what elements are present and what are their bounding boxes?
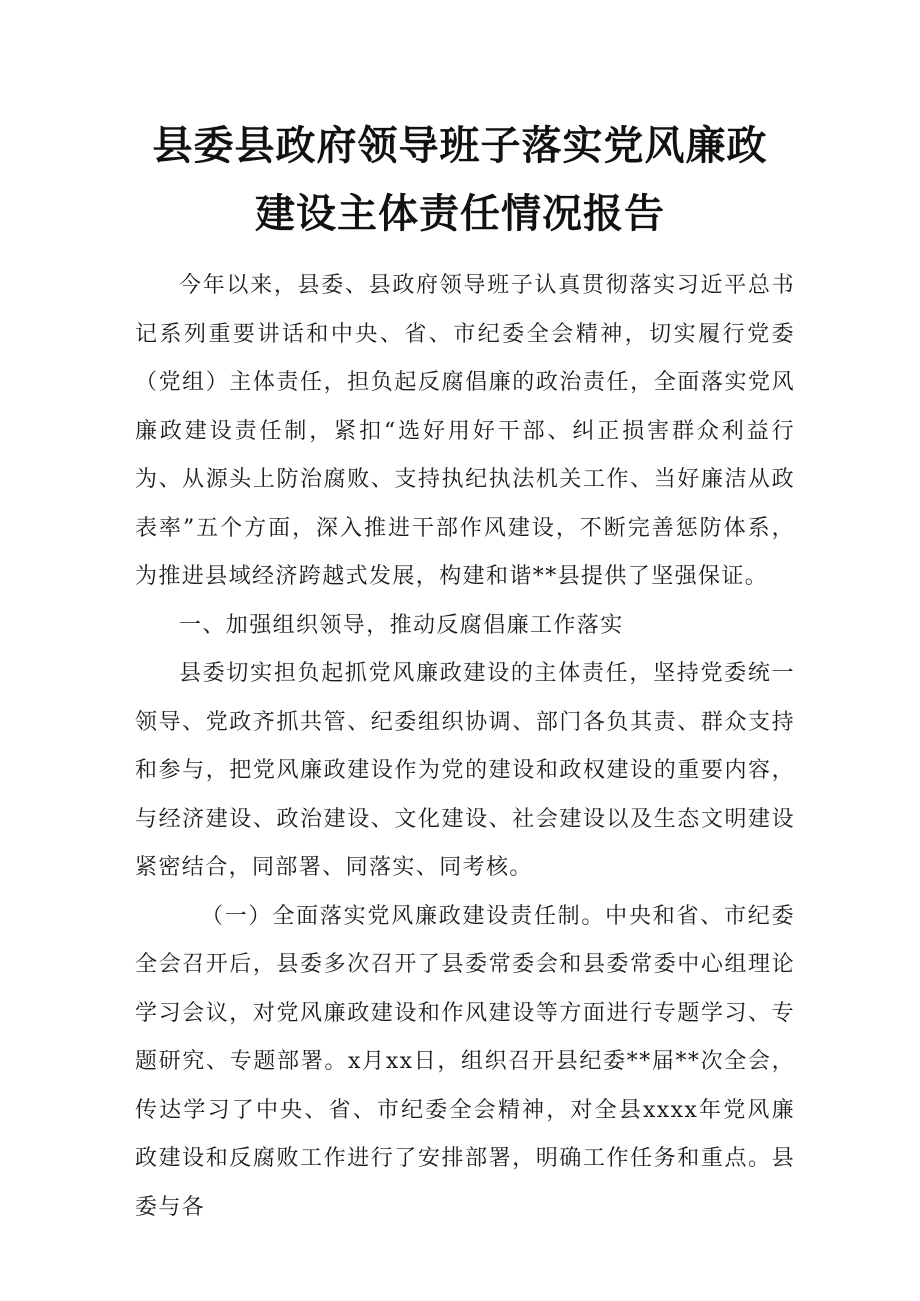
document-body: [135, 262, 795, 1232]
document-title-line-2: 建设主体责任情况报告: [255, 191, 665, 237]
section-1-paragraph: 县委切实担负起抓党风廉政建设的主体责任，坚持党委统一领导、党政齐抓共管、纪委组织协调、部门各负其责、群众支持和参与，把党风廉政建设作为党的建设和政权建设的重要内容，与经济建设、政治建设、文化建设、社会建设以及生态文明建设紧密结合，同部署、同落实、同考核。: [135, 661, 795, 880]
subsection-1-paragraph: （一）全面落实党风廉政建设责任制。中央和省、市纪委全会召开后，县委多次召开了县委常委会和县委常委中心组理论学习会议，对党风廉政建设和作风建设等方面进行专题学习、专题研究、专题部署。x月xx日，组织召开县纪委**届**次全会，传达学习了中央、省、市纪委全会精神，对全县xxxx年党风廉政建设和反腐败工作进行了安排部署，明确工作任务和重点。县委与各: [135, 903, 795, 1220]
document-title-line-1: 县委县政府领导班子落实党风廉政: [152, 123, 768, 169]
intro-paragraph: 今年以来，县委、县政府领导班子认真贯彻落实习近平总书记系列重要讲话和中央、省、市纪委全会精神，切实履行党委（党组）主体责任，担负起反腐倡廉的政治责任，全面落实党风廉政建设责任制，紧扣“选好用好干部、纠正损害群众利益行为、从源头上防治腐败、支持执纪执法机关工作、当好廉洁从政表率”五个方面，深入推进干部作风建设，不断完善惩防体系，为推进县域经济跨越式发展，构建和谐**县提供了坚强保证。: [135, 273, 795, 589]
section-heading-1: 一、加强组织领导，推动反腐倡廉工作落实: [179, 612, 624, 638]
